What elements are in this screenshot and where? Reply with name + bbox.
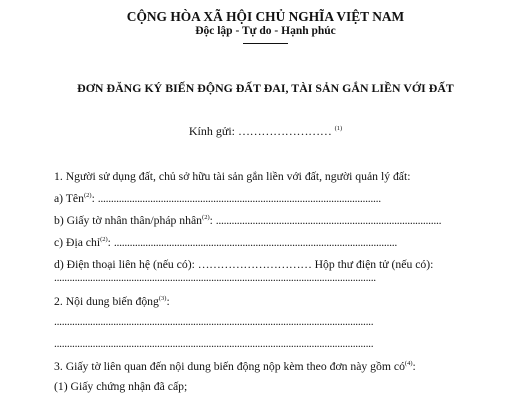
recipient-label: Kính gửi: — [188, 124, 238, 138]
section3-heading-text: 3. Giấy tờ liên quan đến nội dung biến động nộp kèm theo đơn này gồm có — [54, 360, 405, 373]
field-phone-dots: ………………………… — [197, 258, 312, 271]
section2-heading-text: 2. Nội dung biến động — [54, 295, 159, 308]
field-address-colon: : — [107, 236, 114, 249]
recipient-footnote: (1) — [334, 125, 343, 132]
section2-footnote: (3) — [158, 295, 167, 303]
field-id-document — [54, 214, 441, 227]
field-name-label: a) Tên — [54, 192, 84, 205]
field-name — [54, 192, 381, 205]
motto: Độc lập - Tự do - Hạnh phúc — [195, 25, 336, 37]
country-name: CỘNG HÒA XÃ HỘI CHỦ NGHĨA VIỆT NAM — [126, 9, 405, 24]
field-email-label: Hộp thư điện tử (nếu có): — [311, 258, 434, 271]
document-title: ĐƠN ĐĂNG KÝ BIẾN ĐỘNG ĐẤT ĐAI, TÀI SẢN GẮN LIỀN VỚI ĐẤT — [77, 81, 454, 95]
field-id-label: b) Giấy tờ nhân thân/pháp nhân — [54, 214, 203, 227]
field-address-label: c) Địa chỉ — [54, 236, 101, 249]
header-divider — [243, 43, 288, 44]
field-name-footnote: (2) — [83, 192, 92, 200]
section3-heading — [54, 360, 416, 373]
section3-footnote: (4) — [404, 360, 413, 368]
field-name-colon: : — [91, 192, 98, 205]
field-name-dots: ............................................................................................................ — [97, 192, 381, 205]
field-id-dots: ...................................................................................... — [215, 214, 442, 227]
recipient-line — [0, 124, 531, 139]
section2-colon: : — [166, 295, 170, 308]
field-phone-email — [54, 258, 433, 271]
section3-colon: : — [412, 360, 416, 373]
section3-item-1: (1) Giấy chứng nhận đã cấp; — [54, 380, 188, 393]
field-id-colon: : — [209, 214, 216, 227]
section1-continuation-dots: ............................................................................................................................. — [54, 272, 376, 284]
section2-dots-line-2: ............................................................................................................................ — [54, 338, 374, 350]
recipient-dots: …………………… — [237, 124, 332, 138]
section2-dots-line-1: ............................................................................................................................ — [54, 316, 374, 328]
field-address — [54, 236, 397, 249]
field-address-dots: ............................................................................................................ — [113, 236, 398, 249]
section1-heading: 1. Người sử dụng đất, chủ sở hữu tài sản gắn liền với đất, người quản lý đất: — [54, 170, 411, 183]
field-id-footnote: (2) — [202, 214, 210, 222]
field-phone-label: d) Điện thoại liên hệ (nếu có): — [54, 258, 198, 271]
section2-heading — [54, 295, 170, 308]
field-address-footnote: (2) — [100, 236, 108, 244]
